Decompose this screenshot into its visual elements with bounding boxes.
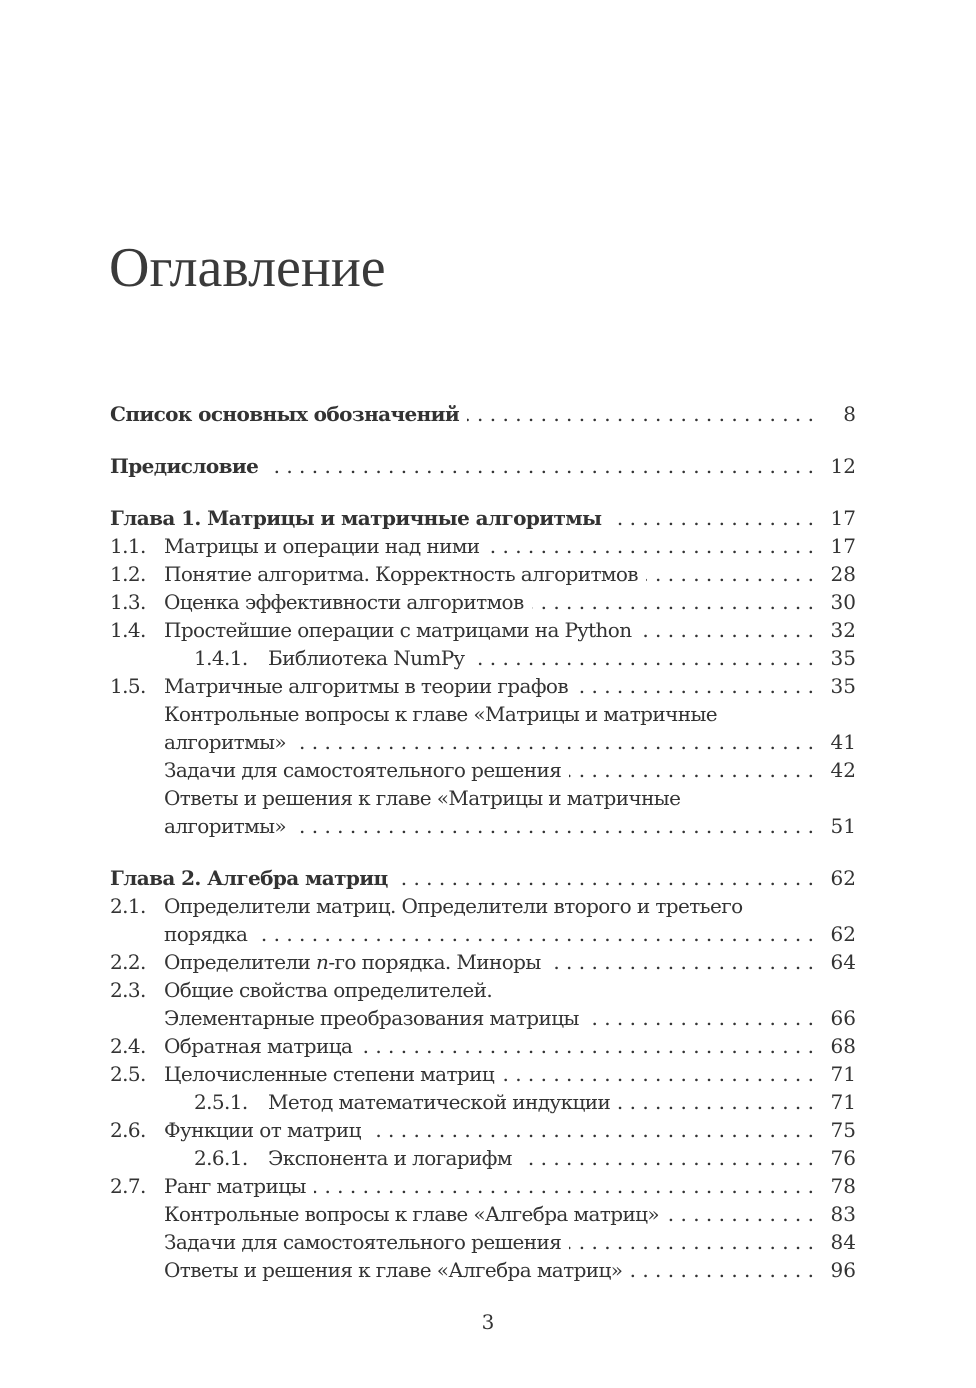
dot-leader [294,812,814,840]
toc-section-number: 2.3. [110,978,146,1002]
dot-leader [314,1172,814,1200]
toc-entry-ch1-questions-line1[interactable] [110,700,856,728]
toc-page-number: 71 [830,1062,856,1086]
toc-entry-title: Матрицы и операции над ними [164,534,480,558]
dot-leader [255,920,814,948]
toc-entry-title: Контрольные вопросы к главе «Матрицы и матричные [164,702,718,726]
toc-section-number: 2.6. [110,1118,146,1142]
toc-entry-title: Оценка эффективности алгоритмов [164,590,524,614]
toc-page-number: 71 [830,1090,856,1114]
toc-entry-title: алгоритмы» [164,814,287,838]
toc-section-2-5[interactable] [110,1060,856,1088]
toc-entry-title: Задачи для самостоятельного решения [164,1230,562,1254]
toc-entry-title: Задачи для самостоятельного решения [164,758,562,782]
toc-entry-title: Экспонента и логарифм [268,1146,512,1170]
dot-leader [467,400,814,428]
toc-entry-title: Матричные алгоритмы в теории графов [164,674,568,698]
toc-page-number: 35 [830,674,856,698]
dot-leader [576,672,814,700]
toc-entry-preface[interactable] [110,452,856,480]
toc-section-number: 1.3. [110,590,146,614]
toc-section-number: 2.5. [110,1062,146,1086]
math-variable: n [316,950,329,974]
dot-leader [520,1144,814,1172]
toc-section-1-1[interactable] [110,532,856,560]
dot-leader [640,616,814,644]
toc-entry-title: Предисловие [110,454,259,478]
toc-section-2-3-line2[interactable] [110,1004,856,1032]
toc-entry-ch1-answers-line1[interactable] [110,784,856,812]
toc-entry-title: Ответы и решения к главе «Матрицы и матричные [164,786,681,810]
toc-page-number: 78 [830,1174,856,1198]
dot-leader [667,1200,814,1228]
dot-leader [549,948,814,976]
toc-section-number: 2.5.1. [194,1090,248,1114]
toc-section-2-1-line1[interactable] [110,892,856,920]
toc-section-number: 2.7. [110,1174,146,1198]
toc-page-number: 64 [830,950,856,974]
toc-page-number: 28 [830,562,856,586]
page-number: 3 [481,1310,495,1334]
toc-entry-title: порядка [164,922,248,946]
toc-entry-title: Элементарные преобразования матрицы [164,1006,579,1030]
dot-leader [488,532,814,560]
dot-leader [569,756,814,784]
toc-entry-ch1-problems[interactable] [110,756,856,784]
toc-section-number: 2.2. [110,950,146,974]
toc-section-2-1-line2[interactable] [110,920,856,948]
toc-chapter-2[interactable] [110,864,856,892]
toc-entry-title: Целочисленные степени матриц [164,1062,495,1086]
toc-entry-title: Простейшие операции с матрицами на Python [164,618,632,642]
toc-entry-title: Понятие алгоритма. Корректность алгоритмов [164,562,638,586]
toc-page-number: 84 [830,1230,856,1254]
toc-entry-ch2-questions[interactable] [110,1200,856,1228]
toc-entry-title: Ранг матрицы [164,1174,306,1198]
toc-page-number: 83 [830,1202,856,1226]
toc-section-number: 1.2. [110,562,146,586]
toc-section-2-6[interactable] [110,1116,856,1144]
dot-leader [646,560,814,588]
toc-page-number: 30 [830,590,856,614]
toc-section-2-4[interactable] [110,1032,856,1060]
toc-section-1-3[interactable] [110,588,856,616]
toc-subsection-2-6-1[interactable] [110,1144,856,1172]
toc-page-number: 35 [830,646,856,670]
toc-page-number: 68 [830,1034,856,1058]
toc-section-number: 2.1. [110,894,146,918]
toc-section-number: 1.4. [110,618,146,642]
dot-leader [532,588,814,616]
title-part: Определители [164,950,317,974]
toc-page-number: 32 [830,618,856,642]
dot-leader [587,1004,814,1032]
toc-page-number: 96 [830,1258,856,1282]
toc-section-number: 1.1. [110,534,146,558]
toc-chapter-1[interactable] [110,504,856,532]
toc-subsection-1-4-1[interactable] [110,644,856,672]
toc-section-2-3-line1[interactable] [110,976,856,1004]
table-of-contents [110,400,856,1284]
dot-leader [630,1256,814,1284]
toc-section-number: 1.5. [110,674,146,698]
toc-entry-ch2-answers[interactable] [110,1256,856,1284]
toc-entry-title: Функции от матриц [164,1118,361,1142]
toc-section-2-7[interactable] [110,1172,856,1200]
dot-leader [502,1060,814,1088]
toc-page-number: 42 [830,758,856,782]
toc-entry-title: Ответы и решения к главе «Алгебра матриц» [164,1258,623,1282]
toc-entry-title [164,948,541,976]
toc-page-number: 8 [843,402,856,426]
toc-page-number: 51 [830,814,856,838]
toc-subsection-2-5-1[interactable] [110,1088,856,1116]
dot-leader [609,504,814,532]
toc-entry-notation[interactable] [110,400,856,428]
toc-entry-ch1-questions-line2[interactable] [110,728,856,756]
toc-section-1-5[interactable] [110,672,856,700]
dot-leader [569,1228,814,1256]
toc-entry-title: Глава 1. Матрицы и матричные алгоритмы [110,506,602,530]
toc-page-number: 66 [830,1006,856,1030]
dot-leader [396,864,814,892]
toc-page-number: 62 [830,922,856,946]
toc-entry-title: Глава 2. Алгебра матриц [110,866,388,890]
toc-page-number: 17 [830,534,856,558]
toc-section-1-4[interactable] [110,616,856,644]
dot-leader [369,1116,814,1144]
toc-section-2-2[interactable] [110,948,856,976]
title-part: -го порядка. Миноры [328,950,541,974]
toc-page-number: 12 [830,454,856,478]
toc-section-number: 2.6.1. [194,1146,248,1170]
toc-section-1-2[interactable] [110,560,856,588]
toc-page-number: 41 [830,730,856,754]
toc-entry-title: Метод математической индукции [268,1090,611,1114]
dot-leader [294,728,814,756]
toc-entry-title: Определители матриц. Определители второго и третьего [164,894,743,918]
toc-section-number: 1.4.1. [194,646,248,670]
toc-entry-title: алгоритмы» [164,730,287,754]
toc-section-number: 2.4. [110,1034,146,1058]
dot-leader [472,644,814,672]
toc-entry-ch1-answers-line2[interactable] [110,812,856,840]
toc-page-number: 76 [830,1146,856,1170]
toc-page-number: 75 [830,1118,856,1142]
toc-page-number: 17 [830,506,856,530]
toc-entry-ch2-problems[interactable] [110,1228,856,1256]
dot-leader [266,452,814,480]
toc-entry-title: Общие свойства определителей. [164,978,493,1002]
page-title: Оглавление [109,237,386,299]
toc-entry-title: Обратная матрица [164,1034,353,1058]
toc-entry-title: Библиотека NumPy [268,646,465,670]
dot-leader [360,1032,814,1060]
dot-leader [618,1088,814,1116]
toc-page-number: 62 [830,866,856,890]
toc-entry-title: Контрольные вопросы к главе «Алгебра матриц» [164,1202,660,1226]
toc-entry-title: Список основных обозначений [110,402,460,426]
